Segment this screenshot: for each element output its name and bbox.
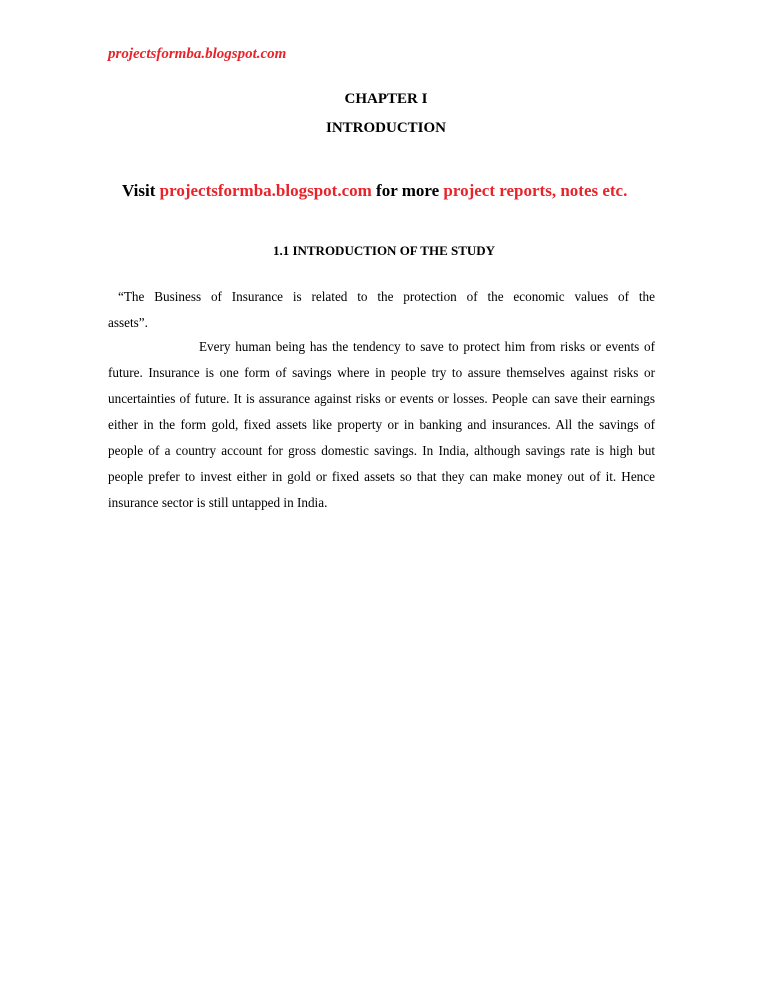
header-site-link[interactable]: projectsformba.blogspot.com (108, 46, 287, 62)
visit-prefix: Visit (122, 181, 156, 200)
chapter-title-text: INTRODUCTION (325, 120, 446, 136)
intro-quote (108, 284, 655, 336)
visit-site-link[interactable]: projectsformba.blogspot.com (159, 181, 372, 200)
chapter-number (0, 91, 768, 108)
body-paragraph: Every human being has the tendency to save to protect him from risks or events of future. Insurance is one form of savings where in people try to assure themselves against risks or uncertainties of future. It is assurance against risks or events or losses. People can save their earnings either in the form gold, fixed assets like property or in banking and insurances. All the savings of people of a country account for gross domestic savings. In India, although savings rate is high but people prefer to invest either in gold or fixed assets so that they can make money out of it. Hence insurance sector is still untapped in India. (108, 339, 655, 510)
quote-line-2: assets”. (108, 315, 148, 330)
chapter-title (0, 120, 768, 137)
section-heading (0, 243, 768, 259)
visit-middle: for more (376, 181, 440, 200)
chapter-number-text: CHAPTER I (344, 91, 428, 107)
quote-line-1: “The Business of Insurance is related to the protection of the economic values of the (118, 289, 655, 304)
section-heading-text: 1.1 INTRODUCTION OF THE STUDY (272, 243, 496, 258)
visit-promo-line (122, 181, 627, 201)
visit-suffix: project reports, notes etc. (443, 181, 628, 200)
